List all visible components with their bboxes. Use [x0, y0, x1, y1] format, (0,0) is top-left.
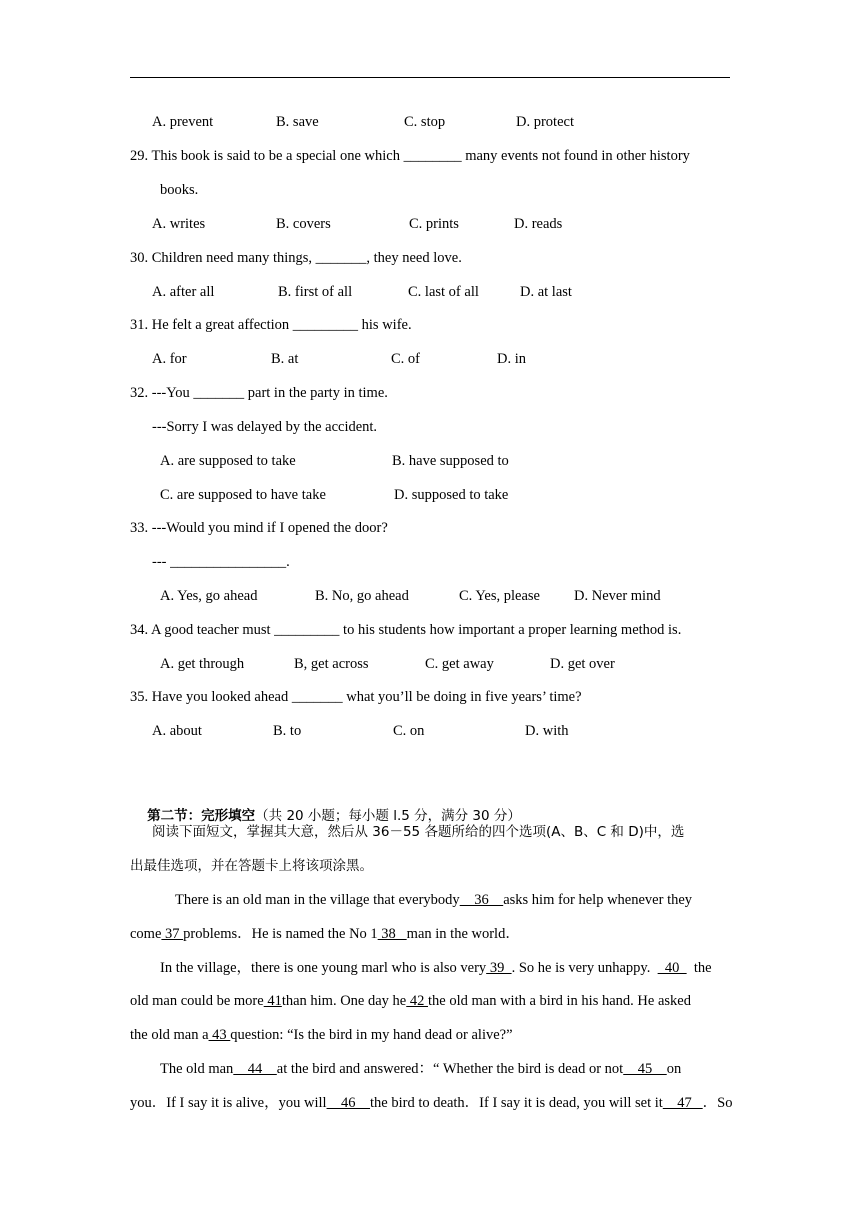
- q29-option-b: B. covers: [276, 216, 331, 232]
- q32-option-b: B. have supposed to: [392, 453, 509, 469]
- blank-43: 43: [208, 1027, 231, 1043]
- q32-stem: 32. ---You _______ part in the party in time.: [130, 385, 388, 401]
- passage-text: the bird to death．If I say it is dead, you will set it: [370, 1095, 663, 1111]
- section-note: （共 20 小题；每小题 l.5 分，满分 30 分）: [255, 808, 521, 824]
- passage-line-4: [130, 992, 691, 1010]
- q28-option-d: D. protect: [516, 114, 574, 130]
- blank-45: 45: [623, 1061, 667, 1077]
- passage-text: . So he is very unhappy.: [511, 960, 658, 976]
- blank-36: 36: [459, 892, 504, 908]
- q35-option-c: C. on: [393, 723, 425, 739]
- q33-stem: 33. ---Would you mind if I opened the door?: [130, 520, 388, 536]
- passage-text: In the village，there is one young marl who is also very: [160, 960, 487, 976]
- q28-option-b: B. save: [276, 114, 319, 130]
- passage-text: the old man a: [130, 1027, 209, 1043]
- blank-37: 37: [161, 926, 184, 942]
- q29-option-d: D. reads: [514, 216, 563, 232]
- blank-47: 47: [662, 1095, 703, 1111]
- instruction-line-2: 出最佳选项，并在答题卡上将该项涂黑。: [130, 858, 373, 874]
- blank-41: 41: [263, 993, 282, 1009]
- passage-text: old man could be more: [130, 993, 264, 1009]
- q31-option-b: B. at: [271, 351, 299, 367]
- q34-option-d: D. get over: [550, 656, 615, 672]
- passage-line-5: [130, 1026, 513, 1044]
- passage-text: The old man: [160, 1061, 234, 1077]
- passage-text: you．If I say it is alive，you will: [130, 1095, 327, 1111]
- q32-response: ---Sorry I was delayed by the accident.: [152, 419, 378, 435]
- blank-46: 46: [326, 1095, 371, 1111]
- q31-option-d: D. in: [497, 351, 526, 367]
- q31-stem: 31. He felt a great affection _________ his wife.: [130, 317, 412, 333]
- blank-42: 42: [406, 993, 428, 1009]
- passage-line-6: [160, 1060, 681, 1078]
- passage-text: the old man with a bird in his hand. He asked: [428, 993, 691, 1009]
- passage-line-1: [175, 891, 692, 909]
- q35-option-d: D. with: [525, 723, 569, 739]
- passage-text: asks him for help whenever they: [503, 892, 693, 908]
- section-title: 第二节：完形填空: [147, 808, 256, 824]
- q34-option-c: C. get away: [425, 656, 494, 672]
- passage-text: at the bird and answered：“ Whether the bird is dead or not: [276, 1061, 624, 1077]
- passage-text: come: [130, 926, 162, 942]
- q33-response: --- ________________.: [152, 554, 290, 570]
- q34-option-b: B, get across: [294, 656, 369, 672]
- passage-text: question: “Is the bird in my hand dead or alive?”: [230, 1027, 513, 1043]
- blank-38: 38: [377, 926, 407, 942]
- q30-option-b: B. first of all: [278, 284, 353, 300]
- passage-text: on: [666, 1061, 682, 1077]
- q28-option-c: C. stop: [404, 114, 446, 130]
- passage-text: than him. One day he: [281, 993, 407, 1009]
- passage-text: problems．He is named the No 1: [183, 926, 378, 942]
- passage-line-3: [160, 959, 712, 977]
- q31-option-a: A. for: [152, 351, 187, 367]
- q32-option-a: A. are supposed to take: [160, 453, 296, 469]
- q33-option-d: D. Never mind: [574, 588, 661, 604]
- q30-option-d: D. at last: [520, 284, 572, 300]
- q28-option-a: A. prevent: [152, 114, 214, 130]
- passage-line-7: [130, 1094, 733, 1112]
- q32-option-d: D. supposed to take: [394, 487, 509, 503]
- passage-text: ．So: [702, 1095, 733, 1111]
- q34-stem: 34. A good teacher must _________ to his students how important a proper learning method is.: [130, 622, 682, 638]
- q29-option-a: A. writes: [152, 216, 206, 232]
- passage-text: the: [686, 960, 712, 976]
- header-rule: [130, 77, 730, 78]
- passage-text: There is an old man in the village that everybody: [175, 892, 460, 908]
- passage-line-2: [130, 925, 520, 943]
- instruction-line-1: 阅读下面短文，掌握其大意，然后从 36－55 各题所给的四个选项(A、B、C 和 D)中，选: [152, 824, 685, 840]
- q35-option-b: B. to: [273, 723, 302, 739]
- q29-option-c: C. prints: [409, 216, 459, 232]
- q29-stem-cont: books.: [160, 182, 199, 198]
- blank-44: 44: [233, 1061, 277, 1077]
- blank-39: 39: [486, 960, 512, 976]
- q33-option-b: B. No, go ahead: [315, 588, 409, 604]
- q35-stem: 35. Have you looked ahead _______ what you’ll be doing in five years’ time?: [130, 689, 582, 705]
- q30-option-c: C. last of all: [408, 284, 479, 300]
- q30-option-a: A. after all: [152, 284, 215, 300]
- q34-option-a: A. get through: [160, 656, 245, 672]
- blank-40: 40: [657, 960, 687, 976]
- q30-stem: 30. Children need many things, _______, they need love.: [130, 250, 462, 266]
- passage-text: man in the world．: [406, 926, 520, 942]
- q35-option-a: A. about: [152, 723, 202, 739]
- q31-option-c: C. of: [391, 351, 420, 367]
- q32-option-c: C. are supposed to have take: [160, 487, 326, 503]
- q33-option-c: C. Yes, please: [459, 588, 540, 604]
- q29-stem: 29. This book is said to be a special one which ________ many events not found in other history: [130, 148, 690, 164]
- q33-option-a: A. Yes, go ahead: [160, 588, 258, 604]
